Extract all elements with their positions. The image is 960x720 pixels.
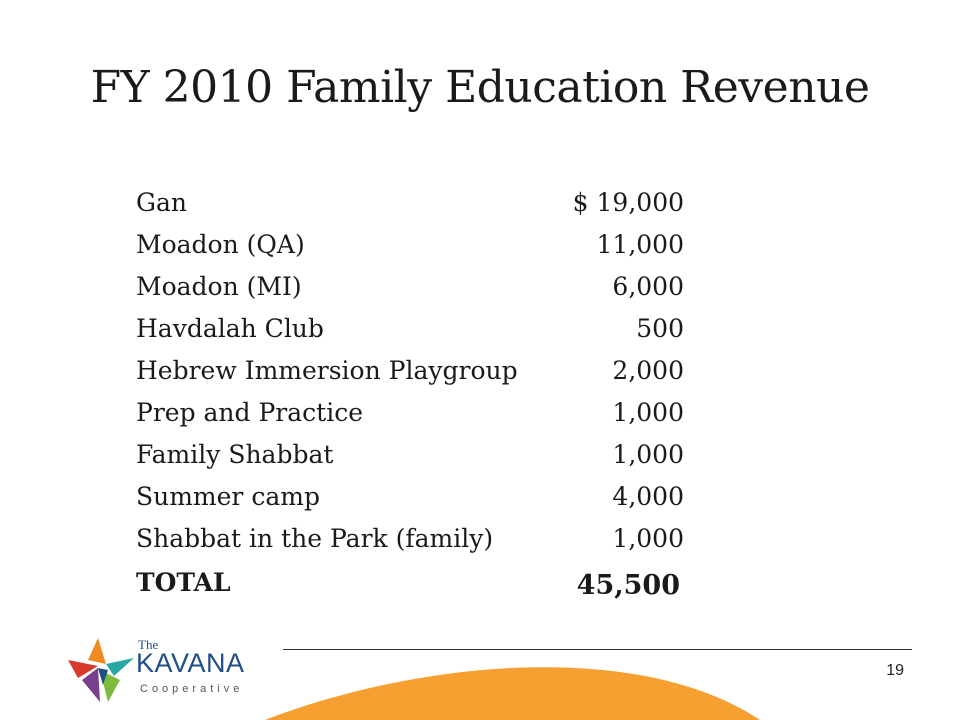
row-amount: 6,000 [612, 272, 684, 301]
row-amount: 1,000 [612, 398, 684, 427]
row-label: Hebrew Immersion Playgroup [136, 356, 518, 385]
revenue-row [136, 350, 696, 392]
row-label: Summer camp [136, 482, 320, 511]
row-label: Moadon (MI) [136, 272, 302, 301]
revenue-row [136, 392, 696, 434]
total-label: TOTAL [136, 568, 231, 597]
total-amount: 45,500 [576, 570, 680, 601]
row-amount: $ 19,000 [572, 188, 684, 217]
slide-title: FY 2010 Family Education Revenue [90, 62, 870, 113]
logo-subtitle-text: Cooperative [140, 683, 244, 695]
row-label: Gan [136, 188, 187, 217]
revenue-row [136, 266, 696, 308]
row-label: Family Shabbat [136, 440, 334, 469]
row-amount: 4,000 [612, 482, 684, 511]
row-label: Shabbat in the Park (family) [136, 524, 494, 553]
row-amount: 2,000 [612, 356, 684, 385]
logo-the-text: The [138, 637, 159, 652]
row-label: Prep and Practice [136, 398, 363, 427]
footer-divider [283, 649, 912, 650]
total-row [136, 562, 696, 604]
revenue-row [136, 224, 696, 266]
revenue-table [136, 182, 696, 604]
revenue-row [136, 308, 696, 350]
row-amount: 1,000 [612, 524, 684, 553]
revenue-row [136, 476, 696, 518]
row-amount: 500 [636, 314, 684, 343]
row-label: Havdalah Club [136, 314, 324, 343]
row-amount: 1,000 [612, 440, 684, 469]
revenue-row [136, 518, 696, 560]
revenue-row [136, 182, 696, 224]
row-label: Moadon (QA) [136, 230, 305, 259]
logo-name-text: KAVANA [136, 648, 245, 678]
revenue-row [136, 434, 696, 476]
page-number: 19 [886, 662, 904, 679]
row-amount: 11,000 [596, 230, 684, 259]
